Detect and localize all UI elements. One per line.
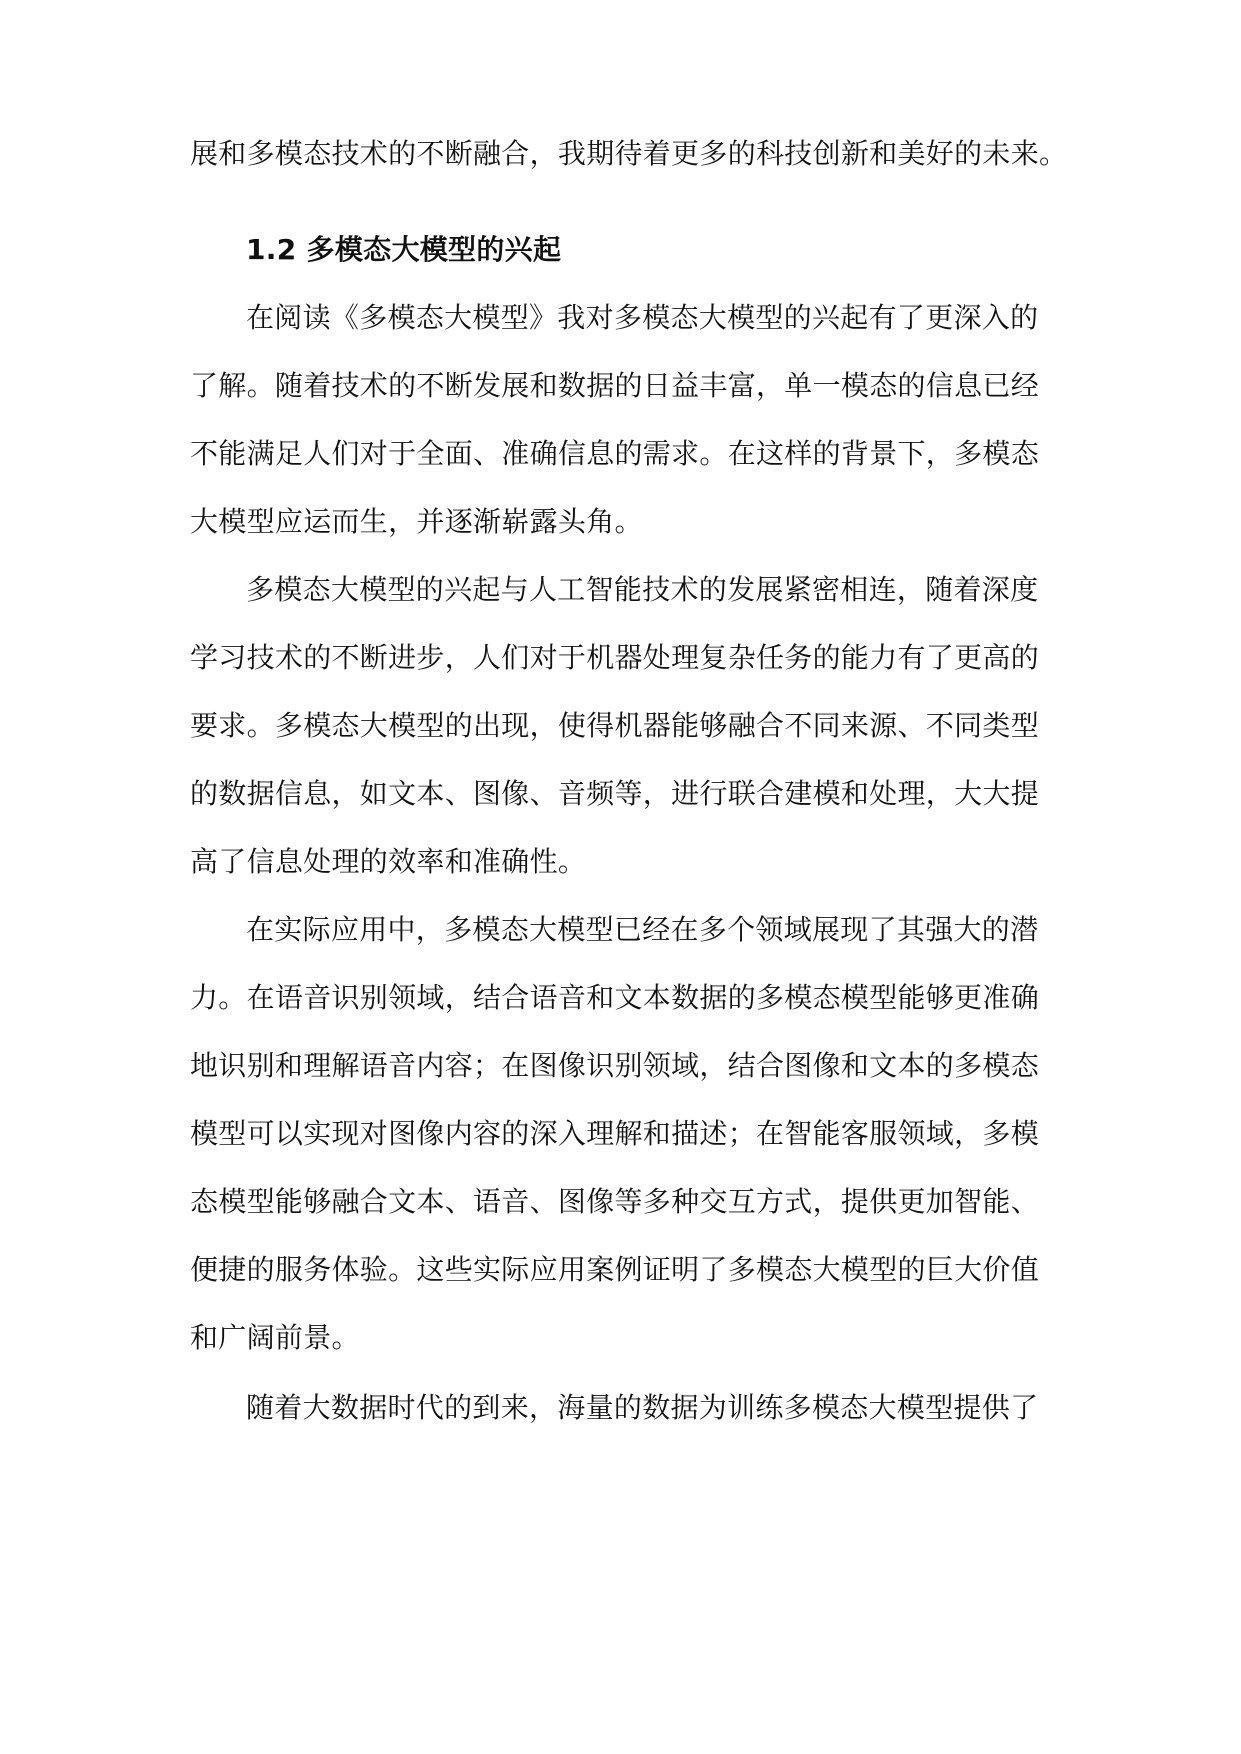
paragraph-3-line-4: 模型可以实现对图像内容的深入理解和描述；在智能客服领域，多模	[190, 1117, 1040, 1150]
paragraph-1-line-3: 不能满足人们对于全面、准确信息的需求。在这样的背景下，多模态	[190, 437, 1040, 470]
paragraph-3-line-7: 和广阔前景。	[190, 1321, 360, 1354]
paragraph-1-line-2: 了解。随着技术的不断发展和数据的日益丰富，单一模态的信息已经	[190, 369, 1040, 402]
paragraph-2-line-3: 要求。多模态大模型的出现，使得机器能够融合不同来源、不同类型	[190, 709, 1040, 742]
paragraph-4-line-1: 随着大数据时代的到来，海量的数据为训练多模态大模型提供了	[246, 1391, 1039, 1424]
paragraph-1-line-4: 大模型应运而生，并逐渐崭露头角。	[190, 505, 643, 538]
paragraph-2-line-1: 多模态大模型的兴起与人工智能技术的发展紧密相连，随着深度	[246, 573, 1039, 606]
section-heading: 1.2 多模态大模型的兴起	[246, 233, 562, 266]
paragraph-2-line-2: 学习技术的不断进步，人们对于机器处理复杂任务的能力有了更高的	[190, 641, 1040, 674]
paragraph-3-line-3: 地识别和理解语音内容；在图像识别领域，结合图像和文本的多模态	[190, 1049, 1040, 1082]
paragraph-1-line-1: 在阅读《多模态大模型》我对多模态大模型的兴起有了更深入的	[246, 301, 1039, 334]
paragraph-3-line-1: 在实际应用中，多模态大模型已经在多个领域展现了其强大的潜	[246, 913, 1039, 946]
paragraph-2-line-4: 的数据信息，如文本、图像、音频等，进行联合建模和处理，大大提	[190, 777, 1040, 810]
paragraph-3-line-5: 态模型能够融合文本、语音、图像等多种交互方式，提供更加智能、	[190, 1185, 1040, 1218]
paragraph-3-line-6: 便捷的服务体验。这些实际应用案例证明了多模态大模型的巨大价值	[190, 1253, 1040, 1286]
paragraph-2-line-5: 高了信息处理的效率和准确性。	[190, 845, 587, 878]
paragraph-3-line-2: 力。在语音识别领域，结合语音和文本数据的多模态模型能够更准确	[190, 981, 1040, 1014]
carryover-text-line: 展和多模态技术的不断融合，我期待着更多的科技创新和美好的未来。	[190, 137, 1068, 170]
